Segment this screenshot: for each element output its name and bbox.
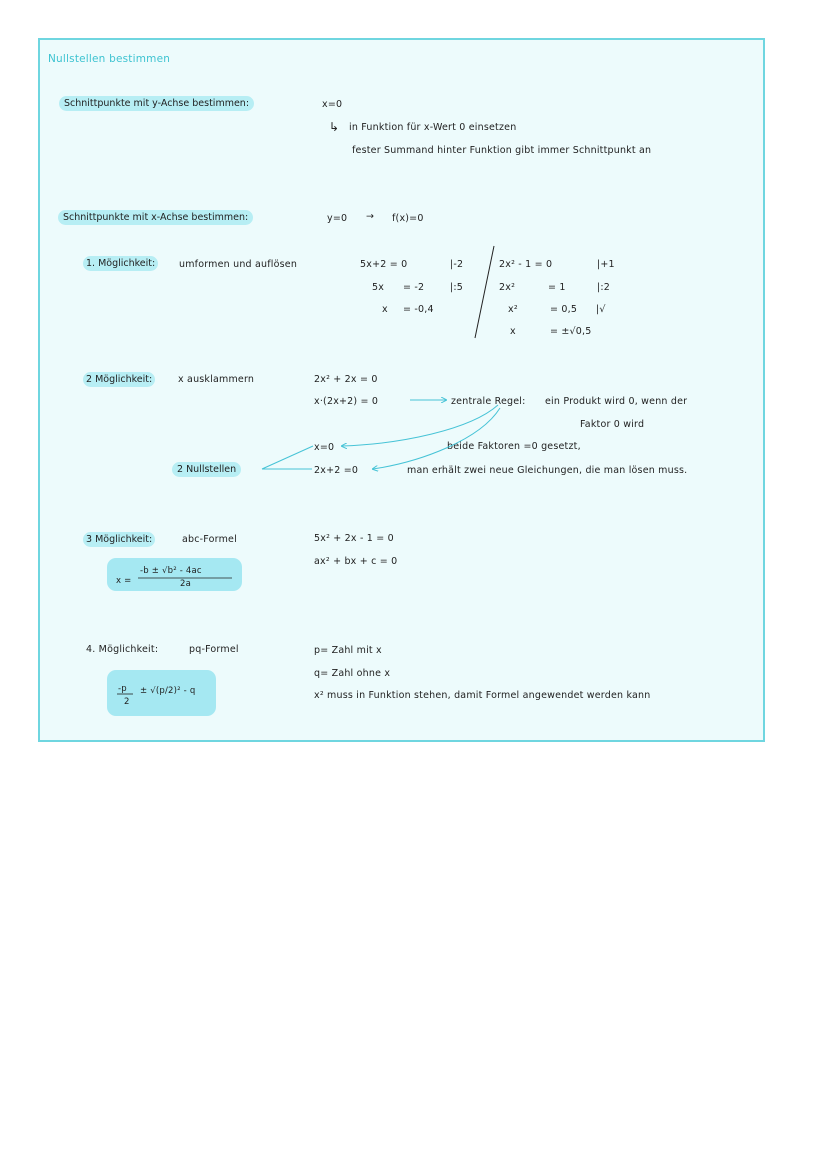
m3-label: 3 Möglichkeit:: [83, 532, 155, 547]
x-axis-eq1: y=0: [327, 213, 348, 224]
m1-left-row2-rhs: = -0,4: [403, 304, 434, 315]
m1-right-row2-op: |√: [596, 304, 606, 315]
m2-rule-label: zentrale Regel:: [451, 396, 526, 407]
m4-note: x² muss in Funktion stehen, damit Formel angewendet werden kann: [314, 690, 651, 701]
m1-label: 1. Möglichkeit:: [83, 256, 158, 271]
m1-left-row0-op: |-2: [450, 259, 464, 270]
y-axis-line1: in Funktion für x-Wert 0 einsetzen: [349, 122, 517, 133]
page-title: Nullstellen bestimmen: [48, 53, 171, 65]
m4-desc: pq-Formel: [189, 644, 239, 655]
pq-formula-rest: ± √(p/2)² - q: [140, 686, 196, 696]
m1-right-row1-op: |:2: [597, 282, 611, 293]
pq-formula-p: -p: [118, 684, 127, 694]
y-axis-eq: x=0: [322, 99, 343, 110]
m2-note2: man erhält zwei neue Gleichungen, die man lösen muss.: [407, 465, 688, 476]
m1-right-row3-lhs: x: [510, 326, 516, 337]
m1-desc: umformen und auflösen: [179, 259, 298, 270]
m1-right-row0-lhs: 2x² - 1 = 0: [499, 259, 553, 270]
m4-label: 4. Möglichkeit:: [86, 644, 159, 655]
m2-rule2: Faktor 0 wird: [580, 419, 645, 430]
m2-label: 2 Möglichkeit:: [83, 372, 155, 387]
m2-nullstellen: 2 Nullstellen: [172, 462, 241, 477]
m2-desc: x ausklammern: [178, 374, 255, 385]
m1-left-row1-op: |:5: [450, 282, 464, 293]
m2-eq1: 2x² + 2x = 0: [314, 374, 378, 385]
m3-eq1: 5x² + 2x - 1 = 0: [314, 533, 394, 544]
m4-q: q= Zahl ohne x: [314, 668, 391, 679]
m1-right-row0-op: |+1: [597, 259, 615, 270]
abc-formula-x: x =: [116, 576, 132, 586]
m1-right-row3-rhs: = ±√0,5: [550, 326, 592, 337]
m2-result1: x=0: [314, 442, 335, 453]
m1-right-row2-rhs: = 0,5: [550, 304, 578, 315]
right-arrow-icon: →: [366, 211, 375, 222]
return-arrow-icon: ↳: [329, 120, 340, 134]
m1-right-row1-lhs: 2x²: [499, 282, 516, 293]
abc-formula-denominator: 2a: [180, 579, 192, 589]
pq-formula-2: 2: [124, 697, 130, 707]
m3-eq2: ax² + bx + c = 0: [314, 556, 398, 567]
m2-result2: 2x+2 =0: [314, 465, 359, 476]
m1-right-row1-rhs: = 1: [548, 282, 566, 293]
m1-left-row0-lhs: 5x+2 = 0: [360, 259, 408, 270]
abc-formula-numerator: -b ± √b² - 4ac: [140, 566, 202, 576]
m2-eq2: x·(2x+2) = 0: [314, 396, 379, 407]
m2-rule1: ein Produkt wird 0, wenn der: [545, 396, 688, 407]
m1-left-row1-lhs: 5x: [372, 282, 385, 293]
y-axis-line2: fester Summand hinter Funktion gibt immer Schnittpunkt an: [352, 145, 652, 156]
m1-left-row1-rhs: = -2: [403, 282, 425, 293]
note-card: [38, 38, 765, 742]
m1-right-row2-lhs: x²: [508, 304, 518, 315]
m2-note1: beide Faktoren =0 gesetzt,: [447, 441, 581, 452]
x-axis-eq2: f(x)=0: [392, 213, 424, 224]
m4-p: p= Zahl mit x: [314, 645, 382, 656]
m1-left-row2-lhs: x: [382, 304, 388, 315]
x-axis-label: Schnittpunkte mit x-Achse bestimmen:: [58, 210, 253, 225]
y-axis-label: Schnittpunkte mit y-Achse bestimmen:: [59, 96, 254, 111]
m3-desc: abc-Formel: [182, 534, 237, 545]
